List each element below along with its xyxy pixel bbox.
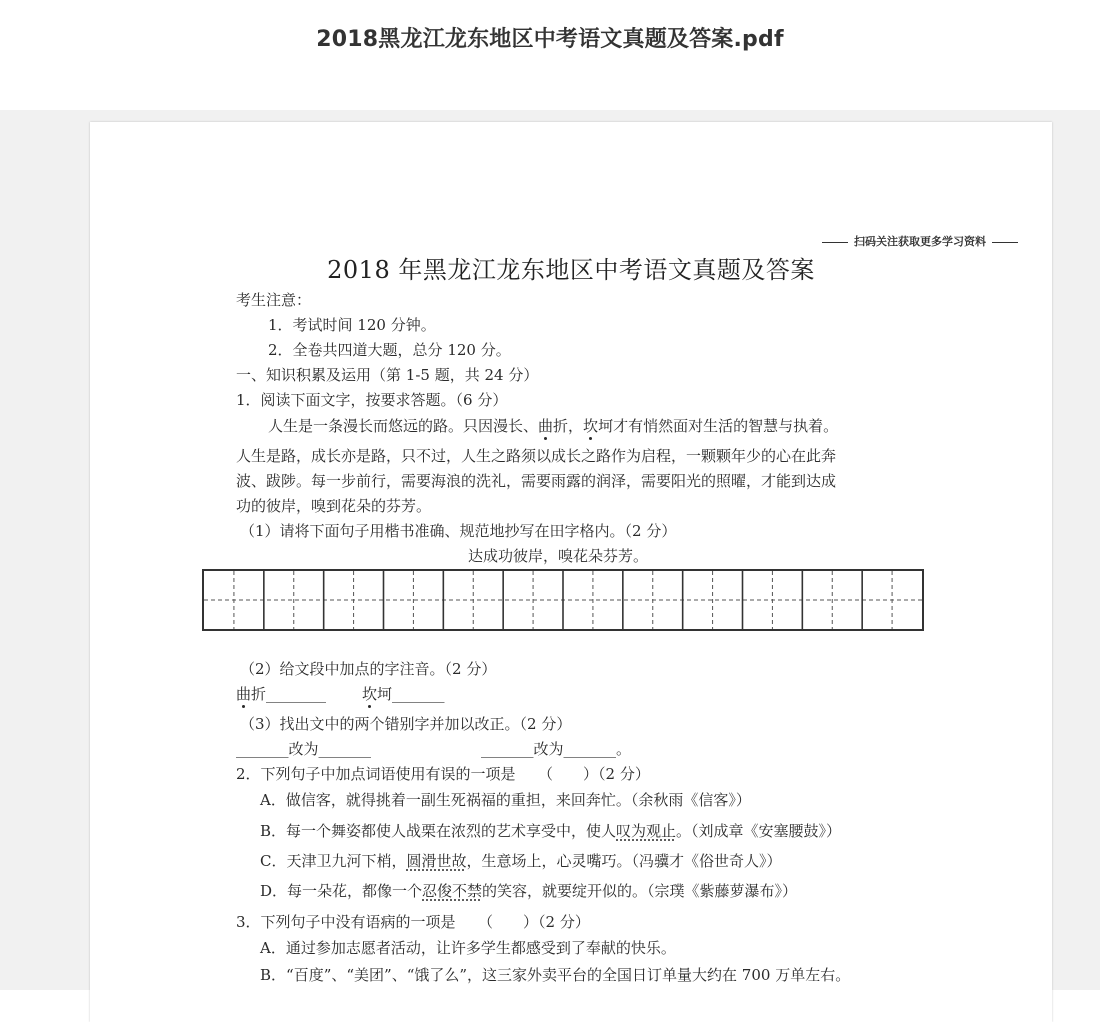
blank: 折________ — [251, 685, 327, 703]
option-3a: A．通过参加志愿者活动，让许多学生都感受到了奉献的快乐。 — [260, 939, 676, 957]
passage-line-2: 人生是路，成长亦是路，只不过，人生之路须以成长之路作为启程，一颗颗年少的心在此奔 — [236, 447, 837, 465]
dotted-char: 坎 — [583, 417, 599, 435]
qr-note-text: 扫码关注获取更多学习资料 — [854, 235, 986, 248]
question-3: 3．下列句子中没有语病的一项是 （ ）（2 分） — [236, 913, 590, 931]
option-text: 。（刘成章《安塞腰鼓》） — [676, 822, 842, 840]
qr-note — [816, 233, 1024, 249]
notice-item-2: 2．全卷共四道大题，总分 120 分。 — [268, 341, 511, 359]
dotted-char: 曲 — [538, 417, 554, 435]
option-2a: A．做信客，就得挑着一副生死祸福的重担，来回奔忙。（余秋雨《信客》） — [260, 791, 751, 809]
passage-text: 人生是一条漫长而悠远的路。只因漫长、 — [268, 417, 539, 435]
question-1-1: （1）请将下面句子用楷书准确、规范地抄写在田字格内。（2 分） — [240, 522, 677, 540]
passage-line-3: 波、跋陟。每一步前行，需要海浪的洗礼，需要雨露的润泽，需要阳光的照曜，才能到达成 — [236, 472, 837, 490]
viewer-header — [0, 0, 1100, 110]
document-title: 2018 年黑龙江龙东地区中考语文真题及答案 — [327, 256, 815, 284]
passage-line-4: 功的彼岸，嗅到花朵的芬芳。 — [236, 497, 432, 515]
pinyin-blanks — [236, 684, 445, 704]
dotted-phrase: 忍俊不禁 — [422, 882, 483, 900]
option-3b: B．“百度”、“美团”、“饿了么”，这三家外卖平台的全国日订单量大约在 700 万单左右。 — [260, 966, 851, 984]
dotted-char: 曲 — [236, 685, 252, 703]
grid-lines — [204, 571, 922, 629]
option-text: C．天津卫九河下梢， — [260, 852, 407, 870]
option-text: 的笑容，就要绽开似的。（宗璞《紫藤萝瀑布》） — [482, 882, 798, 900]
tianzige-grid — [202, 569, 924, 631]
passage-text: 折， — [553, 417, 584, 435]
notice-item-1: 1．考试时间 120 分钟。 — [268, 316, 436, 334]
option-text: B．每一个舞姿都使人战栗在浓烈的艺术享受中，使人 — [260, 822, 617, 840]
question-2: 2．下列句子中加点词语使用有误的一项是 （ ）（2 分） — [236, 765, 650, 783]
passage-line-1 — [268, 416, 838, 436]
option-2b — [260, 821, 841, 841]
copy-sentence: 达成功彼岸，嗅花朵芬芳。 — [468, 547, 649, 565]
dotted-phrase: 圆滑世故 — [406, 852, 467, 870]
fix-blank-1: _______改为_______ — [236, 740, 372, 758]
blank: 坷_______ — [377, 685, 445, 703]
dash-left — [822, 242, 848, 243]
fix-blank-2: _______改为_______。 — [481, 740, 632, 758]
question-1-2: （2）给文段中加点的字注音。（2 分） — [240, 660, 497, 678]
option-2c — [260, 851, 782, 871]
notice-heading: 考生注意： — [236, 291, 312, 309]
dotted-char: 坎 — [362, 685, 378, 703]
question-1: 1．阅读下面文字，按要求答题。（6 分） — [236, 391, 508, 409]
option-text: D．每一朵花，都像一个 — [260, 882, 423, 900]
passage-text: 坷才有悄然面对生活的智慧与执着。 — [598, 417, 839, 435]
option-2d — [260, 881, 797, 901]
option-text: ，生意场上，心灵嘴巧。（冯骥才《俗世奇人》） — [466, 852, 782, 870]
document-viewer[interactable] — [0, 110, 1100, 990]
question-1-3: （3）找出文中的两个错别字并加以改正。（2 分） — [240, 715, 572, 733]
dotted-phrase: 叹为观止 — [616, 822, 677, 840]
section-1-heading: 一、知识积累及运用（第 1-5 题，共 24 分） — [236, 366, 539, 384]
pdf-page — [90, 122, 1052, 1022]
file-title: 2018黑龙江龙东地区中考语文真题及答案.pdf — [316, 27, 784, 52]
dash-right — [992, 242, 1018, 243]
